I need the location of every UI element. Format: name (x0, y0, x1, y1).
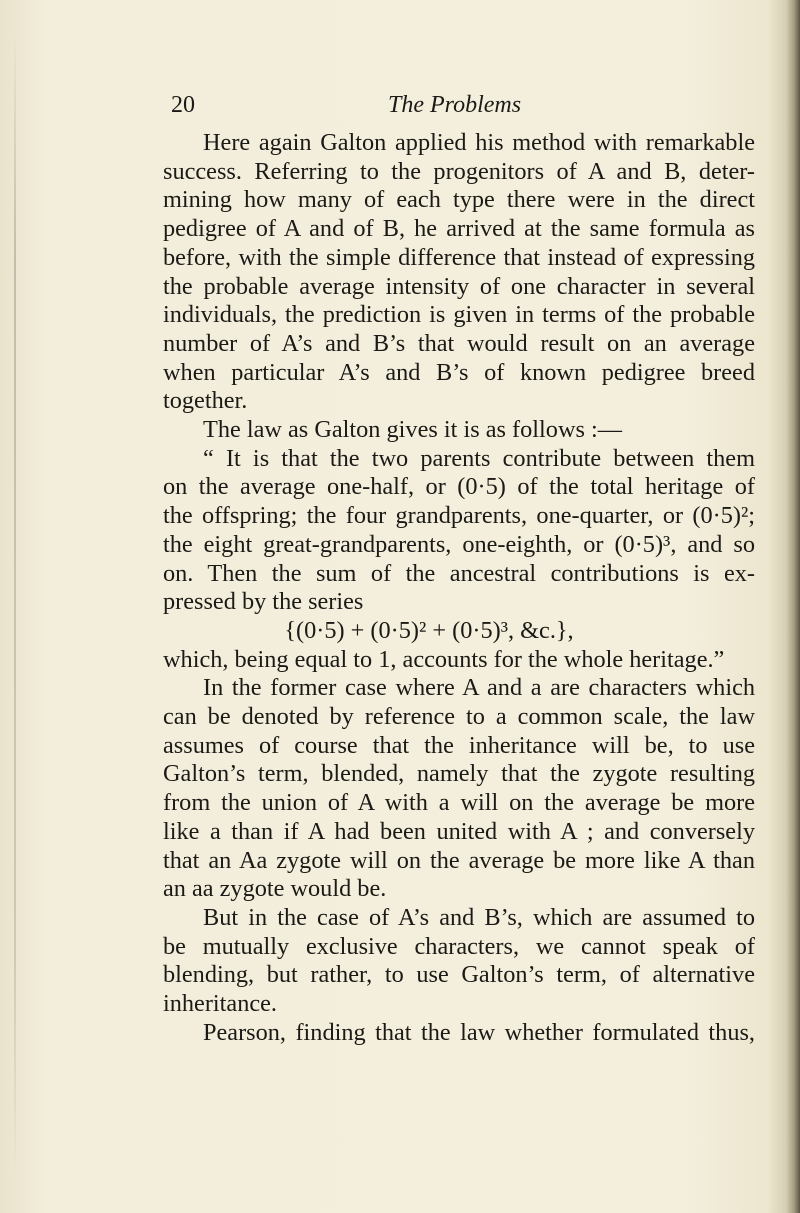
text-line: Pearson, finding that the law whether formulated thus, (203, 1018, 755, 1046)
text-line: that an Aa zygote will on the average be more like A than (163, 846, 755, 874)
text-line: like a than if A had been united with A ; and conversely (163, 817, 755, 845)
text-line: success. Referring to the progenitors of A and B, deter- (163, 157, 755, 185)
text-line: from the union of A with a will on the average be more (163, 789, 755, 817)
text-line: number of A’s and B’s that would result on an average (163, 329, 755, 357)
text-line: when particular A’s and B’s of known pedigree breed (163, 358, 755, 386)
text-line: can be denoted by reference to a common scale, the law (163, 703, 755, 731)
text-line: assumes of course that the inheritance will be, to use (163, 731, 755, 759)
text-line: on the average one-half, or (0·5) of the total heritage of (163, 473, 755, 501)
text-line: which, being equal to 1, accounts for the whole heritage.” (163, 645, 725, 673)
text-line: Here again Galton applied his method with remarkable (203, 129, 755, 156)
page-edge-shadow (786, 0, 800, 1213)
text-line: inheritance. (163, 990, 277, 1018)
text-line: before, with the simple difference that instead of expressing (163, 243, 755, 271)
text-line: together. (163, 387, 248, 415)
text-line: the eight great-grandparents, one-eighth, or (0·5)³, and so (163, 530, 755, 558)
text-line: The law as Galton gives it is as follows :— (203, 416, 623, 444)
page-number: 20 (171, 92, 195, 118)
text-line: the probable average intensity of one character in several (163, 272, 755, 300)
text-line: an aa zygote would be. (163, 875, 387, 903)
running-header (140, 92, 660, 122)
text-line: mining how many of each type there were in the direct (163, 186, 755, 214)
text-line: pedigree of A and of B, he arrived at the same formula as (163, 215, 755, 243)
body-text (163, 129, 755, 1048)
text-line: on. Then the sum of the ancestral contributions is ex- (163, 559, 755, 587)
text-line: be mutually exclusive characters, we cannot speak of (163, 932, 755, 960)
text-line: pressed by the series (163, 588, 364, 616)
text-line: Galton’s term, blended, namely that the zygote resulting (163, 760, 755, 788)
text-line: In the former case where A and a are characters which (203, 674, 755, 702)
text-line: But in the case of A’s and B’s, which are assumed to (203, 903, 755, 931)
binding-gutter-shadow (14, 30, 16, 1180)
text-line: blending, but rather, to use Galton’s term, of alternative (163, 961, 755, 989)
text-line: individuals, the prediction is given in terms of the probable (163, 301, 755, 329)
series-formula: {(0·5) + (0·5)² + (0·5)³, &c.}, (284, 616, 574, 644)
running-title: The Problems (388, 92, 522, 118)
text-line: the offspring; the four grandparents, one-quarter, or (0·5)²; (163, 502, 755, 530)
text-line: “ It is that the two parents contribute between them (203, 444, 755, 472)
